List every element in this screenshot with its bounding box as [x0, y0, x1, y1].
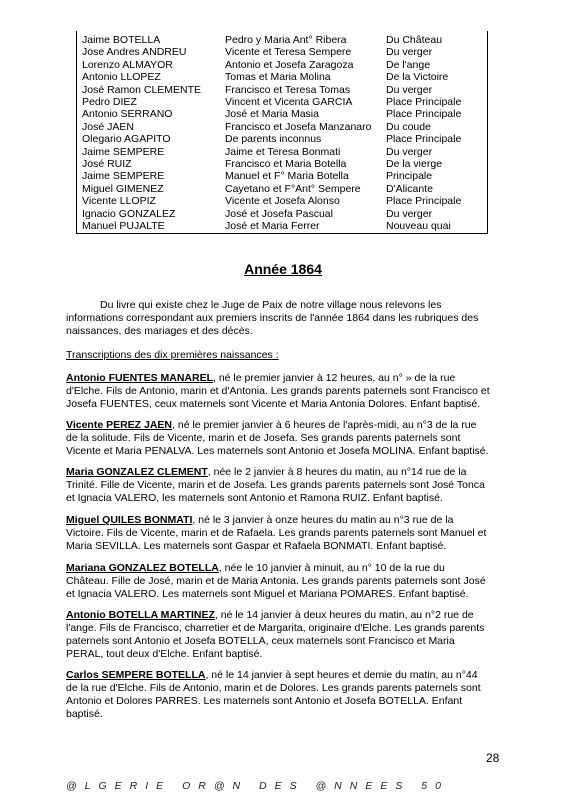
intro-paragraph: Du livre qui existe chez le Juge de Paix de notre village nous relevons les informations correspondant aux premiers inscrits de l'année 1864 dans les rubriques des naissances, des mariages et des décès. [66, 299, 479, 337]
parents-cell: José et Maria Ferrer [225, 220, 320, 232]
parents-cell: José et Maria Masia [225, 108, 319, 121]
entry-text: , né le 14 janvier à deux heures du matin, au n°2 rue de l'ange. Fils de Francisco, charretier et de Margarita, originaire d'Elche. Les grands parents paternels sont Antonio et Josefa BOTELLA, ceux maternels sont Francisco et Maria PERAL, tout deux d'Elche. Enfant baptisé. [66, 609, 485, 660]
birth-entry [66, 562, 490, 601]
entry-name: Mariana GONZALEZ BOTELLA [66, 562, 219, 574]
street-cell: Place Principale [386, 133, 462, 146]
parents-cell: Vincent et Vicenta GARCIA [225, 96, 353, 108]
entry-name: Miguel QUILES BONMATI [66, 514, 193, 526]
year-heading: Année 1864 [244, 261, 322, 277]
child-name-cell: José JAEN [82, 120, 134, 133]
child-name-cell: Ignacio GONZALEZ [82, 207, 176, 220]
table-row [77, 158, 487, 171]
parents-cell: Manuel et F° Maria Botella [225, 170, 349, 183]
child-name-cell: Pedro DIEZ [82, 96, 137, 108]
entry-name: Antonio BOTELLA MARTINEZ [66, 609, 215, 621]
table-row [77, 96, 487, 109]
street-cell: Principale [386, 170, 433, 183]
street-cell: D'Alicante [386, 182, 433, 195]
child-name-cell: José Ramon CLEMENTE [82, 83, 202, 96]
street-cell: Du verger [386, 207, 433, 220]
street-cell: De la Victoire [386, 71, 449, 84]
birth-entry [66, 372, 490, 411]
table-row [77, 34, 487, 47]
parents-cell: Cayetano et F°Ant° Sempere [225, 182, 361, 195]
table-row [77, 133, 487, 146]
parents-cell: Tomas et Maria Molina [225, 71, 331, 84]
street-cell: Place Principale [386, 195, 462, 208]
street-cell: De l'ange [386, 58, 431, 71]
birth-entry [66, 514, 490, 553]
register-table [76, 31, 488, 234]
street-cell: De la vierge [386, 158, 443, 170]
entry-text: , né le 3 janvier à onze heures du matin au n°3 rue de la Victoire. Fils de Vicente, marin et de Rafaela. Les grands parents paternels sont Manuel et Maria SEVILLA. Les maternels sont Gaspar et Rafaela BONMATI. Enfant baptisé. [66, 514, 487, 552]
entry-text: , né le 14 janvier à sept heures et demie du matin, au n°44 de la rue d'Elche. Fils de Antonio, marin et de Dolores. Les grands parents paternels sont Antonio et Dolores PARRES. Les maternels sont Antonio et Josefa BOTELLA. Enfant baptisé. [66, 669, 481, 720]
child-name-cell: Jaime BOTELLA [82, 34, 161, 46]
child-name-cell: José RUIZ [82, 158, 132, 170]
parents-cell: Jaime et Teresa Bonmati [225, 145, 341, 158]
parents-cell: Vicente et Teresa Sempere [225, 46, 352, 59]
footer-banner: @LGERIE OR@N DES @NNEES 50 [66, 780, 449, 792]
birth-entry [66, 669, 490, 721]
entry-text: , né le premier janvier à 6 heures de l'après-midi, au n°3 de la rue de la solitude. Fils de Vicente, marin et de Josefa. Ses grands parents paternels sont Vicente et Maria PENALVA. Les maternels sont Antonio et Josefa MOLINA. Enfant baptisé. [66, 419, 489, 457]
child-name-cell: Olegario AGAPITO [82, 133, 171, 146]
entry-text: , née le 2 janvier à 8 heures du matin, au n°14 rue de la Trinité. Fille de Vicente, marin et de Josefa. Les grands parents paternels sont José Tonca et Ignacia VALERO, les maternels sont Antonio et Ramona RUIZ. Enfant baptisé. [66, 466, 485, 504]
table-row [77, 84, 487, 97]
child-name-cell: Jaime SEMPERE [82, 145, 165, 158]
table-row [77, 108, 487, 121]
street-cell: Du coude [386, 120, 431, 133]
child-name-cell: Manuel PUJALTE [82, 220, 165, 232]
child-name-cell: Lorenzo ALMAYOR [82, 58, 173, 71]
table-row [77, 208, 487, 221]
parents-cell: Antonio et Josefa Zaragoza [225, 58, 354, 71]
parents-cell: José et Josefa Pascual [225, 207, 333, 220]
entry-name: Vicente PEREZ JAEN [66, 419, 173, 431]
child-name-cell: Antonio LLOPEZ [82, 71, 161, 84]
birth-entry [66, 466, 490, 505]
parents-cell: Pedro y Maria Ant° Ribera [225, 34, 347, 46]
table-row [77, 146, 487, 159]
table-row [77, 59, 487, 72]
table-row [77, 121, 487, 134]
parents-cell: Francisco et Maria Botella [225, 158, 347, 170]
parents-cell: De parents inconnus [225, 133, 322, 146]
table-row [77, 170, 487, 183]
birth-entry [66, 609, 490, 661]
table-row [77, 71, 487, 84]
street-cell: Nouveau quai [386, 220, 451, 232]
table-row [77, 195, 487, 208]
birth-entry [66, 419, 490, 458]
entry-name: Maria GONZALEZ CLEMENT [66, 466, 208, 478]
street-cell: Du Château [386, 34, 443, 46]
street-cell: Du verger [386, 46, 433, 59]
street-cell: Place Principale [386, 96, 462, 108]
child-name-cell: Antonio SERRANO [82, 108, 173, 121]
child-name-cell: Miguel GIMENEZ [82, 182, 164, 195]
table-row [77, 46, 487, 59]
child-name-cell: Vicente LLOPIZ [82, 195, 156, 208]
table-row [77, 183, 487, 196]
parents-cell: Francisco et Teresa Tomas [225, 83, 351, 96]
street-cell: Du verger [386, 83, 433, 96]
entry-name: Antonio FUENTES MANAREL [66, 372, 213, 384]
parents-cell: Vicente et Josefa Alonso [225, 195, 340, 208]
table-row [77, 220, 487, 233]
street-cell: Du verger [386, 145, 433, 158]
transcriptions-subheading: Transcriptions des dix premières naissances : [66, 349, 279, 361]
page-number: 28 [486, 751, 500, 765]
entry-text: , né le premier janvier à 12 heures, au n° » de la rue d'Elche. Fils de Antonio, marin et d'Antonia. Les grands parents paternels sont Francisco et Josefa FUENTES, ceux maternels sont Vicente et Maria Antonia Dolores. Enfant baptisé. [66, 372, 490, 410]
street-cell: Place Principale [386, 108, 462, 121]
parents-cell: Francisco et Josefa Manzanaro [225, 120, 372, 133]
child-name-cell: Jaime SEMPERE [82, 170, 165, 183]
entry-name: Carlos SEMPERE BOTELLA [66, 669, 206, 681]
child-name-cell: Jose Andres ANDREU [82, 46, 187, 59]
entry-text: , née le 10 janvier à minuit, au n° 10 de la rue du Château. Fille de José, marin et de Maria Antonia. Les grands parents paternels sont José et Ignacia VALERO. Les maternels sont Miguel et Mariana POMARES. Enfant baptisé. [66, 562, 486, 600]
